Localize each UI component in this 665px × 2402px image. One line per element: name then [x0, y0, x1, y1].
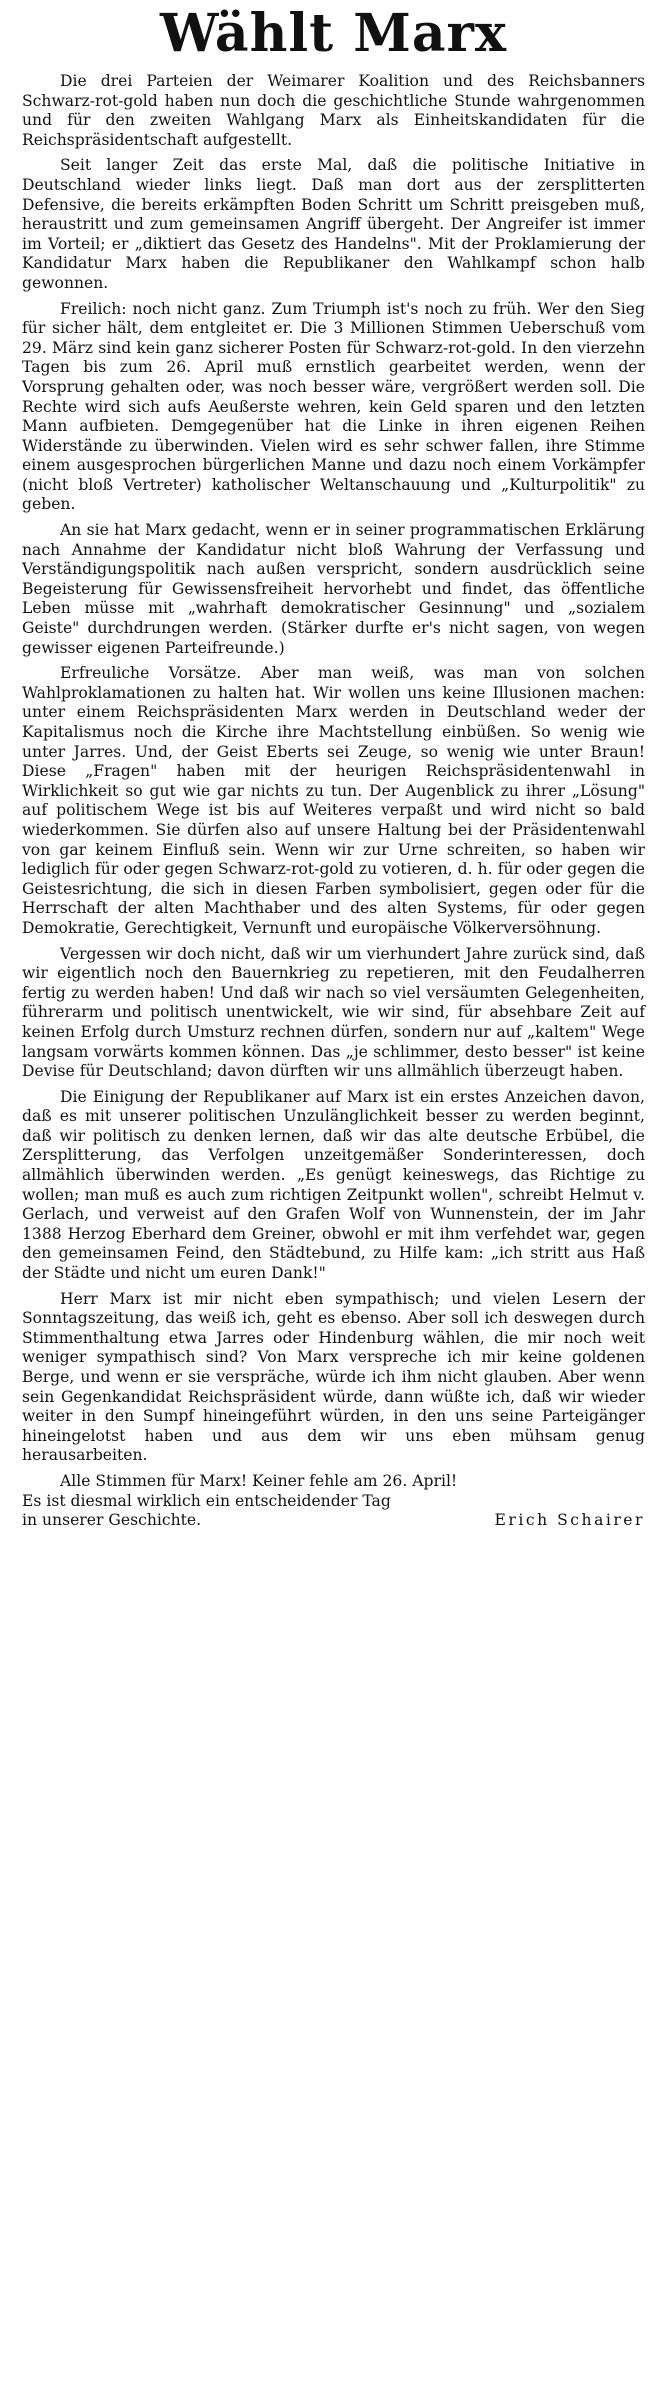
article-paragraph-7: Die Einigung der Republikaner auf Marx ist ein erstes Anzeichen davon, daß es mit unserer politischen Unzulänglichkeit besser zu werden beginnt, daß wir politisch zu denken lernen, daß wir das alte deutsche Erbübel, die Zersplitterung, das Verfolgen unzeitgemäßer Sonderinteressen, doch allmählich überwinden werden. „Es genügt keineswegs, das Richtige zu wollen; man muß es auch zum richtigen Zeitpunkt wollen", schreibt Helmut v. Gerlach, und verweist auf den Grafen Wolf von Wunnenstein, der im Jahr 1388 Herzog Eberhard dem Greiner, obwohl er mit ihm verfehdet war, gegen den gemeinsamen Feind, den Städtebund, zu Hilfe kam: „ich stritt aus Haß der Städte und nicht um euren Dank!" [22, 1087, 645, 1283]
author-signature: Erich Schairer [494, 1511, 645, 1530]
newspaper-article [0, 2, 665, 2402]
article-paragraph-4: An sie hat Marx gedacht, wenn er in seiner programmatischen Erklärung nach Annahme der Kandidatur nicht bloß Wahrung der Verfassung und Verständigungspolitik nach außen verspricht, sondern ausdrücklich seine Begeisterung für Gewissensfreiheit hervorhebt und findet, das öffentliche Leben müsse mit „wahrhaft demokratischer Gesinnung" und „sozialem Geiste" durchdrungen werden. (Stärker durfte er's nicht sagen, von wegen gewisser eigenen Parteifreunde.) [22, 521, 645, 657]
closing-text-2: Es ist diesmal wirklich ein entscheidender Tag [22, 1491, 391, 1510]
article-paragraph-1: Die drei Parteien der Weimarer Koalition und des Reichsbanners Schwarz-rot-gold haben nun doch die geschichtliche Stunde wahrgenommen und für den zweiten Wahlgang Marx als Einheitskandidaten für die Reichspräsidentschaft aufgestellt. [22, 72, 645, 149]
article-closing [22, 1472, 645, 1531]
article-paragraph-2: Seit langer Zeit das erste Mal, daß die politische Initiative in Deutschland wieder links liegt. Daß man dort aus der zersplitterten Defensive, die bereits erkämpften Boden Schritt um Schritt preisgeben muß, heraustritt und zum gemeinsamen Angriff übergeht. Der Angreifer ist immer im Vorteil; er „diktiert das Gesetz des Handelns". Mit der Proklamierung der Kandidatur Marx haben die Republikaner den Wahlkampf schon halb gewonnen. [22, 156, 645, 292]
article-paragraph-6: Vergessen wir doch nicht, daß wir um vierhundert Jahre zurück sind, daß wir eigentlich noch den Bauernkrieg zu repetieren, mit den Feudalherren fertig zu werden haben! Und daß wir nach so viel versäumten Gelegenheiten, führerarm und politisch unentwickelt, wie wir sind, für absehbare Zeit auf keinen Erfolg durch Umsturz rechnen dürfen, sondern nur auf „kaltem" Wege langsam vorwärts kommen können. Das „je schlimmer, desto besser" ist keine Devise für Deutschland; davon dürften wir uns allmählich überzeugt haben. [22, 944, 645, 1081]
article-title: Wählt Marx [160, 3, 507, 64]
article-paragraph-8: Herr Marx ist mir nicht eben sympathisch; und vielen Lesern der Sonntagszeitung, das weiß ich, geht es ebenso. Aber soll ich deswegen durch Stimmenthaltung etwa Jarres oder Hindenburg wählen, die mir noch weit weniger sympathisch sind? Von Marx verspreche ich mir keine goldenen Berge, und wenn er sie verspräche, würde ich ihm nicht glauben. Aber wenn sein Gegenkandidat Reichspräsident würde, dann wüßte ich, daß wir wieder weiter in den Sumpf hineingeführt würden, in den uns seine Parteigänger hineingelotst haben und aus dem wir uns eben mühsam genug herausarbeiten. [22, 1289, 645, 1465]
article-paragraph-5: Erfreuliche Vorsätze. Aber man weiß, was man von solchen Wahlproklamationen zu halten hat. Wir wollen uns keine Illusionen machen: unter einem Reichspräsidenten Marx werden in Deutschland weder der Kapitalismus noch die Kirche ihre Machtstellung einbüßen. So wenig wie unter Jarres. Und, der Geist Eberts sei Zeuge, so wenig wie unter Braun! Diese „Fragen" haben mit der heurigen Reichspräsidentenwahl in Wirklichkeit so gut wie gar nichts zu tun. Der Augenblick zu ihrer „Lösung" auf politischem Wege ist bis auf Weiteres verpaßt und wird nicht so bald wiederkommen. Sie dürfen also auf unsere Haltung bei der Präsidentenwahl von gar keinem Einfluß sein. Wenn wir zur Urne schreiten, so haben wir lediglich für oder gegen Schwarz-rot-gold zu votieren, d. h. für oder gegen die Geistesrichtung, die sich in diesen Farben symbolisiert, gegen oder für die Herrschaft der alten Machthaber und des alten Systems, für oder gegen Demokratie, Gerechtigkeit, Vernunft und europäische Völkerversöhnung. [22, 664, 645, 937]
article-paragraph-3: Freilich: noch nicht ganz. Zum Triumph ist's noch zu früh. Wer den Sieg für sicher hält, dem entgleitet er. Die 3 Millionen Stimmen Ueberschuß vom 29. März sind kein ganz sicherer Posten für Schwarz-rot-gold. In den vierzehn Tagen bis zum 26. April muß ernstlich gearbeitet werden, wenn der Vorsprung gehalten oder, was noch besser wäre, vergrößert werden soll. Die Rechte wird sich aufs Aeußerste wehren, kein Geld sparen und den letzten Mann aufbieten. Demgegenüber hat die Linke in ihren eigenen Reihen Widerstände zu überwinden. Vielen wird es sehr schwer fallen, ihre Stimme einem ausgesprochen bürgerlichen Manne und dazu noch einem Vorkämpfer (nicht bloß Vertreter) katholischer Weltanschauung und „Kulturpolitik" zu geben. [22, 299, 645, 514]
closing-line-3 [22, 1511, 645, 1531]
closing-line-2 [22, 1492, 645, 1512]
closing-text-3: in unserer Geschichte. [22, 1511, 202, 1530]
closing-appeal: Alle Stimmen für Marx! Keiner fehle am 26. April! [60, 1471, 458, 1490]
